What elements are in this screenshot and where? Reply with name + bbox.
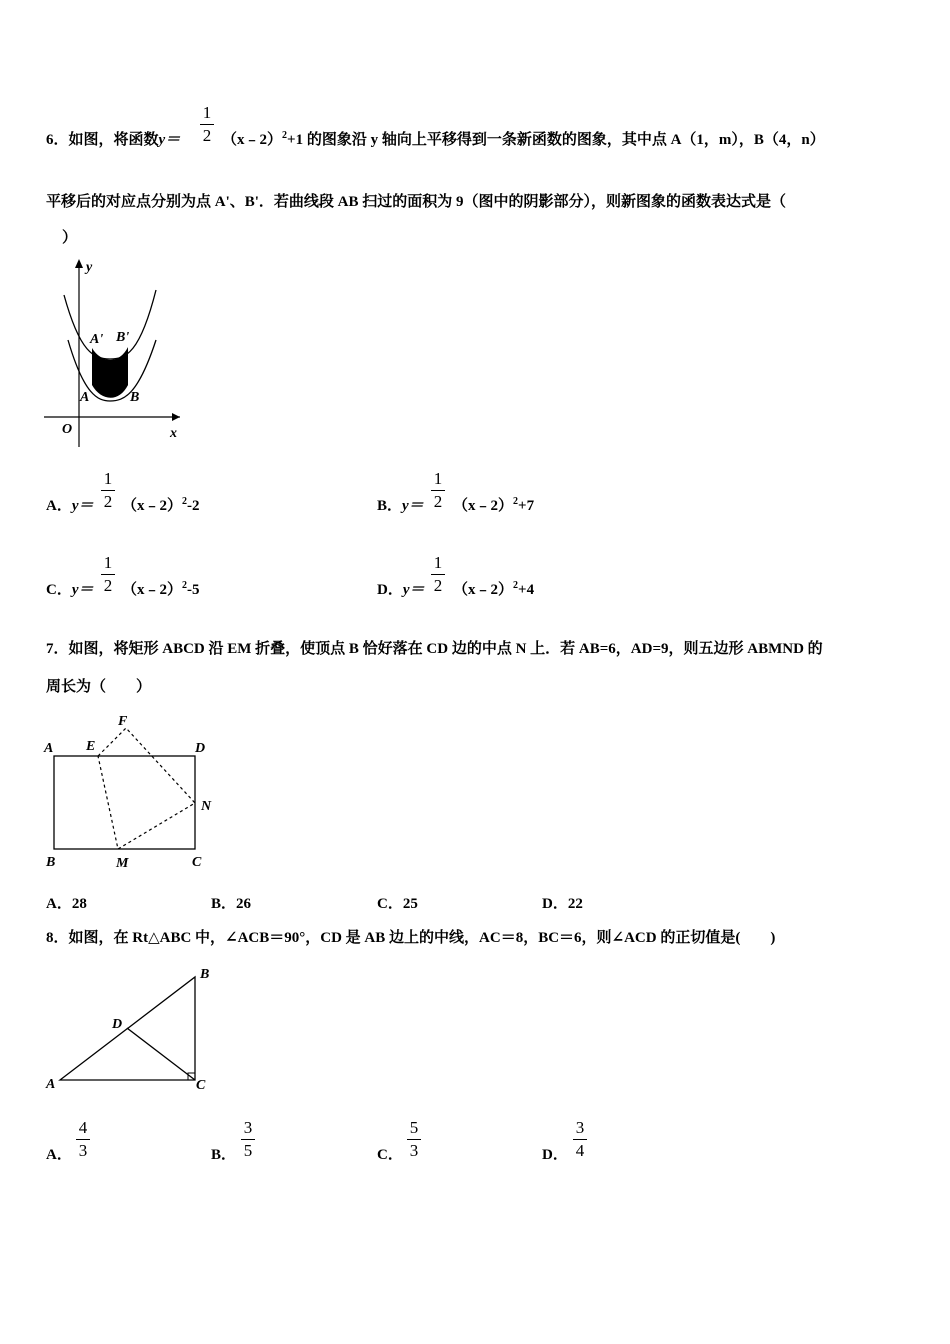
q6-option-c-bar: [101, 574, 115, 575]
q6-option-c-denominator: 2: [103, 576, 113, 595]
q6-option-b-sup: 2: [513, 496, 519, 507]
label-c: C: [192, 855, 202, 870]
q8-option-d-label: D．: [542, 1147, 568, 1163]
q7-option-b[interactable]: [211, 892, 251, 913]
label-n: N: [201, 799, 212, 814]
q6-option-a-head: [46, 494, 94, 515]
q7-option-d[interactable]: [542, 892, 583, 913]
q6-option-a-bar: [101, 490, 115, 491]
upper-parabola: [64, 290, 156, 359]
q6-option-d-const: +4: [518, 582, 535, 598]
q7-option-b-label: B．: [211, 896, 237, 912]
q7-option-a-value: 28: [71, 896, 87, 912]
q6-y-eq: y＝: [158, 132, 181, 148]
q8-option-b-label: B．: [211, 1147, 237, 1163]
q6-option-c-sup: 2: [182, 580, 188, 591]
q6-option-c-const: -5: [187, 582, 200, 598]
q6-frac-numerator: 1: [202, 103, 212, 122]
q6-option-a-label: A．: [46, 498, 72, 514]
q6-option-a-numerator: 1: [103, 469, 113, 488]
point-b-prime-label: B': [116, 330, 130, 345]
q7-option-d-value: 22: [567, 896, 583, 912]
label-d: D: [195, 741, 206, 756]
q8-option-b-numerator: 3: [243, 1118, 253, 1137]
q7-option-c[interactable]: [377, 892, 418, 913]
q6-option-d-sup: 2: [513, 580, 519, 591]
q7-option-c-value: 25: [402, 896, 418, 912]
q6-superscript: 2: [282, 130, 288, 141]
q8-option-b-denominator: 5: [243, 1141, 253, 1160]
q6-line2: 平移后的对应点分别为点 A'、B'．若曲线段 AB 扫过的面积为 9（图中的阴影部分），则新图象的函数表达式是（: [46, 194, 787, 210]
q8-option-a-fraction: [76, 1119, 90, 1160]
q6-option-b-denominator: 2: [433, 492, 443, 511]
q7-option-b-value: 26: [236, 896, 252, 912]
q6-option-d-denominator: 2: [433, 576, 443, 595]
q6-option-b-tail: [453, 494, 534, 515]
q6-fraction: [200, 104, 214, 145]
q7-option-d-label: D．: [542, 896, 568, 912]
q6-option-b-expr: （x﹣2）: [453, 498, 514, 514]
q8-option-d-denominator: 4: [575, 1141, 585, 1160]
q7-option-a-label: A．: [46, 896, 72, 912]
q6-option-c-expr: （x﹣2）: [122, 582, 183, 598]
q8-option-c-bar: [407, 1139, 421, 1140]
q6-option-d-head: [377, 578, 425, 599]
q6-option-b-fraction: [431, 470, 445, 511]
q8-option-b-fraction: [241, 1119, 255, 1160]
q6-option-b-const: +7: [518, 498, 535, 514]
q6-option-a-tail: [122, 494, 200, 515]
label-b: B: [200, 967, 210, 982]
q7-line2: 周长为（ ）: [46, 679, 152, 695]
q6-option-a-expr: （x﹣2）: [122, 498, 183, 514]
q7-figure: [44, 710, 224, 875]
q6-option-a-fraction: [101, 470, 115, 511]
x-axis-label: x: [170, 426, 177, 441]
q8-option-d-bar: [573, 1139, 587, 1140]
q6-option-c-fraction: [101, 554, 115, 595]
rectangle-abcd: [54, 756, 195, 849]
point-a-prime-label: A': [90, 332, 104, 347]
y-axis-arrow: [75, 259, 83, 268]
q8-option-d-numerator: 3: [575, 1118, 585, 1137]
y-axis-label: y: [86, 260, 93, 275]
label-m: M: [116, 856, 129, 871]
q6-option-d-tail: [453, 578, 534, 599]
label-a: A: [44, 741, 54, 756]
q8-option-a-bar: [76, 1139, 90, 1140]
q7-option-a[interactable]: [46, 892, 87, 913]
q6-text-1: 如图，将函数: [68, 132, 159, 148]
q6-option-d-numerator: 1: [433, 553, 443, 572]
q6-option-c-tail: [122, 578, 200, 599]
q6-option-b-y: y＝: [402, 498, 424, 514]
q6-figure: [44, 255, 189, 450]
q6-option-d-bar: [431, 574, 445, 575]
q6-option-b-numerator: 1: [433, 469, 443, 488]
q8-option-c-fraction: [407, 1119, 421, 1160]
q6-option-b-head: [377, 494, 424, 515]
q6-text-2: （x﹣2）: [222, 132, 283, 148]
q6-option-b-label: B．: [377, 498, 403, 514]
shaded-region: [92, 347, 128, 398]
q6-frac-bar: [200, 124, 214, 125]
q6-option-a-y: y＝: [71, 498, 94, 514]
q6-option-a-denominator: 2: [103, 492, 113, 511]
label-b: B: [46, 855, 56, 870]
label-c: C: [196, 1078, 206, 1093]
q8-option-a-numerator: 4: [78, 1118, 88, 1137]
q6-option-d-y: y＝: [402, 582, 425, 598]
q6-option-a-sup: 2: [182, 496, 188, 507]
q8-option-c-label: C．: [377, 1147, 403, 1163]
q8-option-b-bar: [241, 1139, 255, 1140]
q6-text-3: +1 的图象沿 y 轴向上平移得到一条新函数的图象，其中点 A（1，m），B（4，n）: [287, 132, 825, 148]
q8-option-a-denominator: 3: [78, 1141, 88, 1160]
q7-line1: 7．如图，将矩形 ABCD 沿 EM 折叠，使顶点 B 恰好落在 CD 边的中点 N 上．若 AB=6，AD=9，则五边形 ABMND 的: [46, 641, 823, 657]
q8-option-a-label: A．: [46, 1147, 72, 1163]
q8-option-c-denominator: 3: [409, 1141, 419, 1160]
q6-option-d-expr: （x﹣2）: [453, 582, 514, 598]
q7-option-c-label: C．: [377, 896, 403, 912]
q8-option-c-numerator: 5: [409, 1118, 419, 1137]
label-d: D: [112, 1017, 123, 1032]
q6-line1-rest: [222, 128, 825, 149]
origin-label: O: [62, 422, 73, 437]
q6-option-c-label: C．: [46, 582, 72, 598]
q6-option-b-bar: [431, 490, 445, 491]
label-a: A: [46, 1077, 56, 1092]
q8-line1: 8．如图，在 Rt△ABC 中，∠ACB＝90°，CD 是 AB 边上的中线，AC＝8，BC＝6，则∠ACD 的正切值是( ): [46, 930, 776, 946]
x-axis-arrow: [172, 413, 180, 421]
label-f: F: [118, 714, 128, 729]
q6-line1: [46, 128, 180, 149]
q6-option-d-label: D．: [377, 582, 403, 598]
q6-number: 6．: [46, 132, 69, 148]
median-cd: [127, 1028, 195, 1080]
point-a-label: A: [80, 390, 90, 405]
q6-option-c-head: [46, 578, 94, 599]
q8-option-d-fraction: [573, 1119, 587, 1160]
q6-frac-denominator: 2: [202, 126, 212, 145]
q6-option-c-numerator: 1: [103, 553, 113, 572]
q6-option-a-const: -2: [187, 498, 200, 514]
q6-option-c-y: y＝: [71, 582, 94, 598]
label-e: E: [86, 739, 96, 754]
point-b-label: B: [130, 390, 140, 405]
q8-figure: [44, 962, 219, 1097]
q6-option-d-fraction: [431, 554, 445, 595]
fold-lines: [98, 728, 195, 849]
q6-line3: ）: [62, 230, 78, 246]
